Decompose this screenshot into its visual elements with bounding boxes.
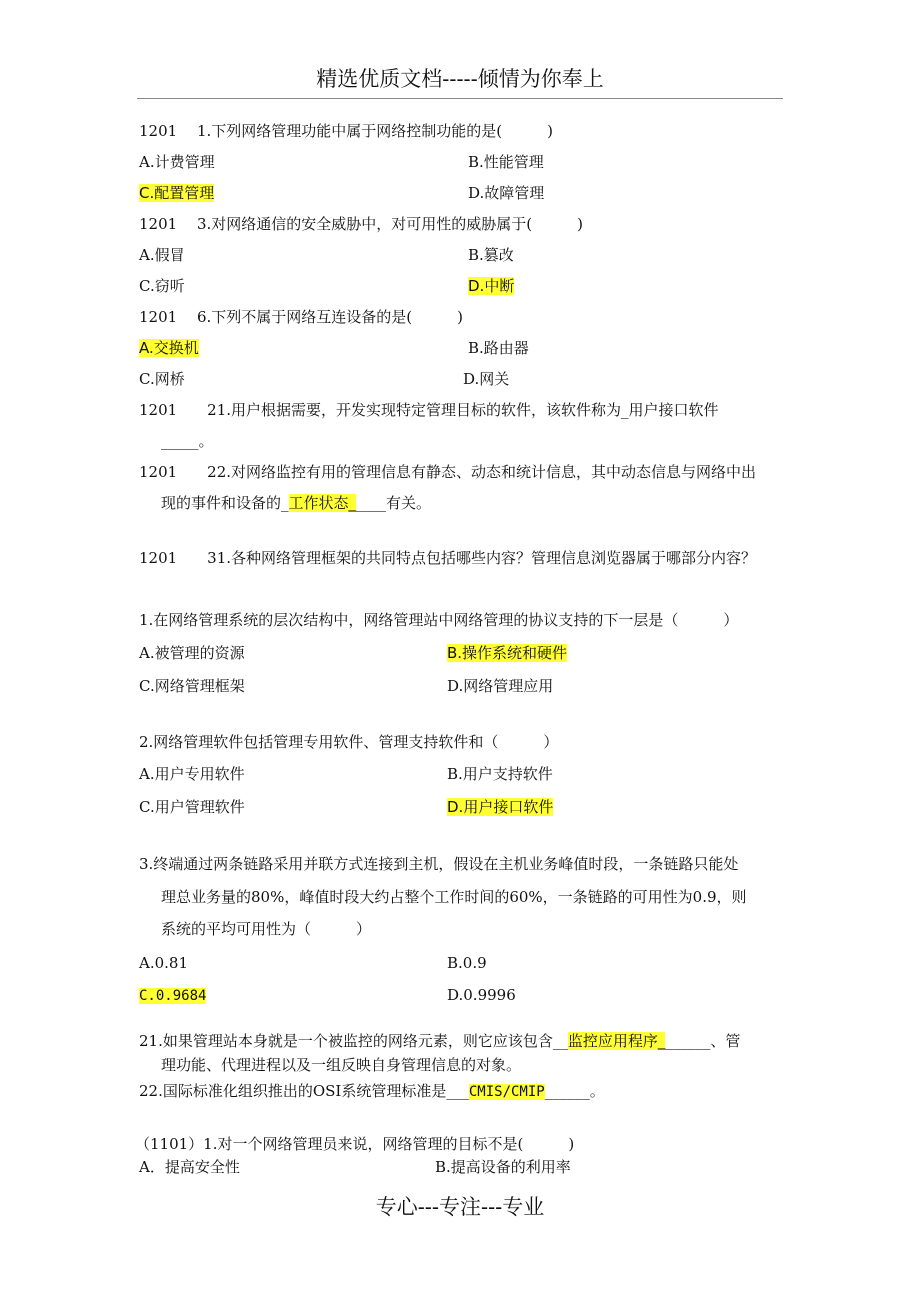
option-d: D.网络管理应用 <box>447 677 554 695</box>
question-line: 系统的平均可用性为（ ） <box>161 920 372 938</box>
option-b: B.用户支持软件 <box>447 765 553 783</box>
option-b: B.路由器 <box>468 339 529 357</box>
answer-option-d: D.中断 <box>468 277 515 295</box>
fill-answer: 监控应用程序_ <box>567 1032 666 1050</box>
question-stem: 1201 3.对网络通信的安全威胁中，对可用性的威胁属于( ) <box>139 215 583 233</box>
question-stem: 1201 1.下列网络管理功能中属于网络控制功能的是( ) <box>139 122 553 140</box>
question-line: 1201 22.对网络监控有用的管理信息有静态、动态和统计信息，其中动态信息与网络中出 <box>139 463 757 481</box>
page-footer: 专心---专注---专业 <box>375 1195 545 1219</box>
question-line: 理功能、代理进程以及一组反映自身管理信息的对象。 <box>161 1056 522 1074</box>
option-a: A.被管理的资源 <box>139 644 245 662</box>
option-d: D.故障管理 <box>468 184 545 202</box>
option-c: C.窃听 <box>139 277 185 295</box>
question-line <box>161 492 431 514</box>
option-a: A．提高安全性 <box>139 1158 240 1176</box>
answer-option-b: B.操作系统和硬件 <box>447 644 568 662</box>
fill-answer: 工作状态_ <box>288 494 357 512</box>
answer-option-a: A.交换机 <box>139 339 199 357</box>
option-d: D.0.9996 <box>447 986 516 1004</box>
page-header: 精选优质文档-----倾情为你奉上 <box>137 64 783 99</box>
question-line <box>139 1030 740 1052</box>
option-c: C.网络管理框架 <box>139 677 245 695</box>
option-c: C.用户管理软件 <box>139 798 245 816</box>
answer-option-c: C.0.9684 <box>139 988 207 1004</box>
option-b: B.性能管理 <box>468 153 544 171</box>
question-stem: （1101）1.对一个网络管理员来说，网络管理的目标不是( ) <box>135 1135 575 1153</box>
line-text: ____有关。 <box>356 494 432 512</box>
question-stem: 2.网络管理软件包括管理专用软件、管理支持软件和（ ） <box>139 733 559 751</box>
option-c: C.网桥 <box>139 370 185 388</box>
question-line: 理总业务量的80%，峰值时段大约占整个工作时间的60%，一条链路的可用性为0.9，则 <box>161 888 747 906</box>
question-line: 3.终端通过两条链路采用并联方式连接到主机，假设在主机业务峰值时段，一条链路只能处 <box>139 855 739 873</box>
option-b: B.0.9 <box>447 954 487 972</box>
line-text: ______、管 <box>665 1032 741 1050</box>
option-b: B.篡改 <box>468 246 514 264</box>
question-line: 1201 21.用户根据需要，开发实现特定管理目标的软件，该软件称为_用户接口软件 <box>139 401 719 419</box>
option-a: A.用户专用软件 <box>139 765 245 783</box>
question-stem: 1.在网络管理系统的层次结构中，网络管理站中网络管理的协议支持的下一层是（ ） <box>139 611 739 629</box>
question-line <box>139 1080 605 1103</box>
line-text: ______。 <box>544 1082 605 1100</box>
option-b: B.提高设备的利用率 <box>435 1158 571 1176</box>
option-a: A.0.81 <box>139 954 188 972</box>
fill-answer: CMIS/CMIP <box>468 1084 545 1100</box>
option-d: D.网关 <box>463 370 510 388</box>
answer-option-d: D.用户接口软件 <box>447 798 554 816</box>
line-text: 现的事件和设备的_ <box>161 494 289 512</box>
option-a: A.假冒 <box>139 246 185 264</box>
line-text: 22.国际标准化组织推出的OSI系统管理标准是___ <box>139 1082 469 1100</box>
question-line: _____。 <box>161 432 214 450</box>
question-line: 1201 31.各种网络管理框架的共同特点包括哪些内容？管理信息浏览器属于哪部分内容？ <box>139 549 757 567</box>
answer-option-c: C.配置管理 <box>139 184 215 202</box>
question-stem: 1201 6.下列不属于网络互连设备的是( ) <box>139 308 463 326</box>
option-a: A.计费管理 <box>139 153 215 171</box>
line-text: 21.如果管理站本身就是一个被监控的网络元素，则它应该包含__ <box>139 1032 568 1050</box>
